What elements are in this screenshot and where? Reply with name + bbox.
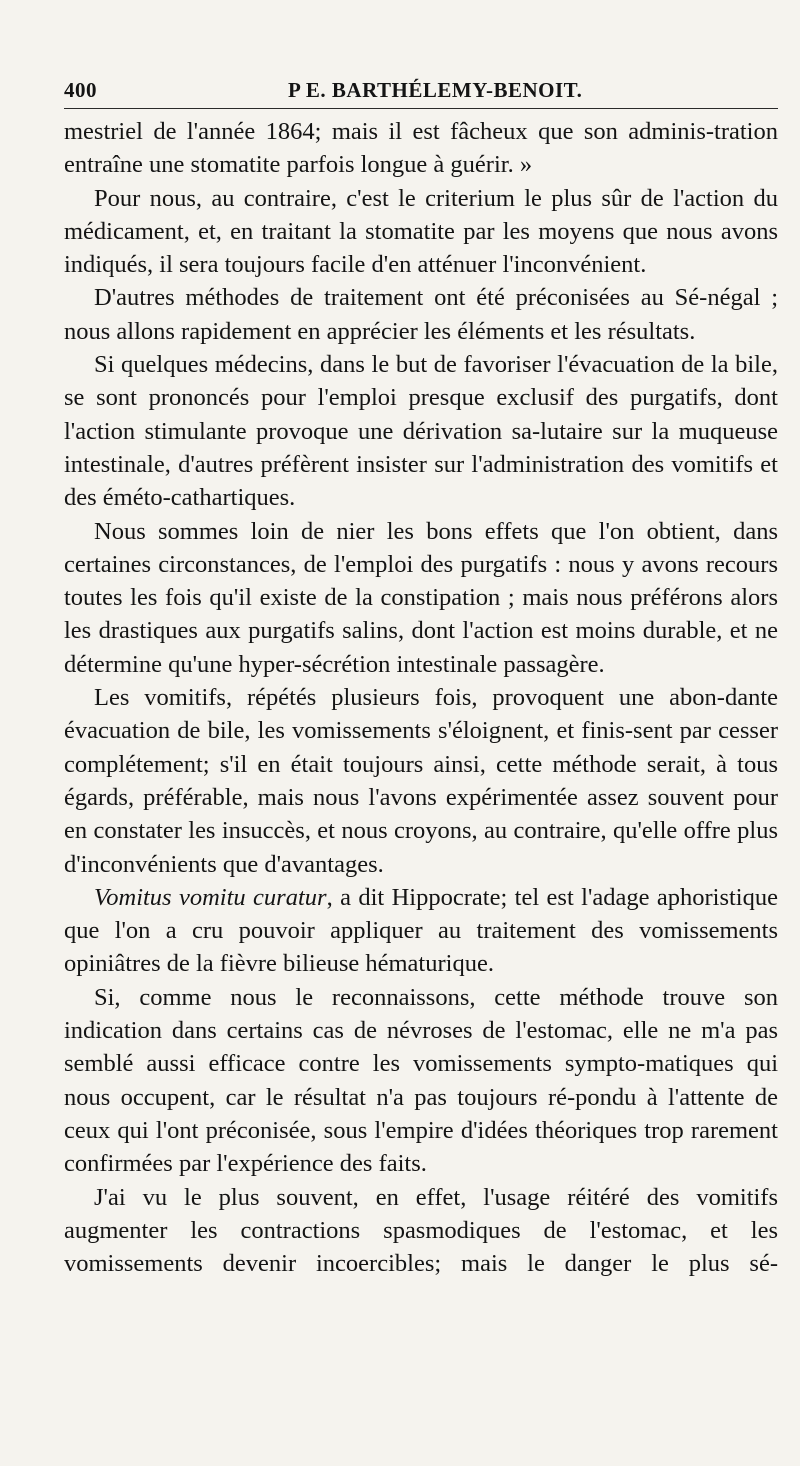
paragraph-text: Si quelques médecins, dans le but de favoriser l'évacuation de la bile, se sont prononcés pour l'emploi presque exclusif des purgatifs, dont l'action stimulante provoque une dérivation sa-lutaire sur la muqueuse intestinale, d'autres préfèrent insister sur l'administration des vomitifs et des éméto-cathartiques. — [64, 351, 778, 512]
paragraph — [64, 515, 778, 681]
paragraph — [64, 348, 778, 514]
page-header — [64, 78, 778, 109]
paragraph — [64, 1181, 778, 1281]
paragraph — [64, 182, 778, 282]
paragraph — [64, 981, 778, 1181]
paragraph-text: , a dit Hippocrate; tel est l'adage aphoristique que l'on a cru pouvoir appliquer au traitement des vomissements opiniâtres de la fièvre bilieuse hématurique. — [64, 883, 778, 978]
paragraph-text: Pour nous, au contraire, c'est le criterium le plus sûr de l'action du médicament, et, en traitant la stomatite par les moyens que nous avons indiqués, il sera toujours facile d'en atténuer l'inconvénient. — [64, 184, 778, 279]
paragraph-text: D'autres méthodes de traitement ont été préconisées au Sé-négal ; nous allons rapidement en apprécier les éléments et les résultats. — [64, 284, 778, 345]
body-text — [64, 115, 778, 1280]
paragraph — [64, 115, 778, 182]
paragraph-text: mestriel de l'année 1864; mais il est fâcheux que son adminis-tration entraîne une stomatite parfois longue à guérir. » — [64, 118, 778, 179]
paragraph — [64, 281, 778, 348]
running-title: P E. BARTHÉLEMY-BENOIT. — [288, 78, 583, 102]
page-number: 400 — [64, 78, 97, 102]
paragraph-text: Si, comme nous le reconnaissons, cette méthode trouve son indication dans certains cas de névroses de l'estomac, elle ne m'a pas semblé aussi efficace contre les vomissements sympto-matiques qui nous occupent, car le résultat n'a pas toujours ré-pondu à l'attente de ceux qui l'ont préconisée, sous l'empire d'idées théoriques trop rarement confirmées par l'expérience des faits. — [64, 983, 778, 1178]
paragraph — [64, 881, 778, 981]
paragraph-text: Nous sommes loin de nier les bons effets que l'on obtient, dans certaines circonstances, de l'emploi des purgatifs : nous y avons recours toutes les fois qu'il existe de la constipation ; mais nous préférons alors les drastiques aux purgatifs salins, dont l'action est moins durable, et ne détermine qu'une hyper-sécrétion intestinale passagère. — [64, 517, 778, 678]
paragraph-text: J'ai vu le plus souvent, en effet, l'usage réitéré des vomitifs augmenter les contractions spasmodiques de l'estomac, et les vomissements devenir incoercibles; mais le danger le plus sé- — [64, 1183, 778, 1278]
paragraph — [64, 681, 778, 881]
paragraph-text: Les vomitifs, répétés plusieurs fois, provoquent une abon-dante évacuation de bile, les vomissements s'éloignent, et finis-sent par cesser complétement; s'il en était toujours ainsi, cette méthode serait, à tous égards, préférable, mais nous l'avons expérimentée assez souvent pour en constater les insuccès, et nous croyons, au contraire, qu'elle offre plus d'inconvénients que d'avantages. — [64, 684, 778, 878]
latin-quote: Vomitus vomitu curatur — [94, 883, 327, 911]
